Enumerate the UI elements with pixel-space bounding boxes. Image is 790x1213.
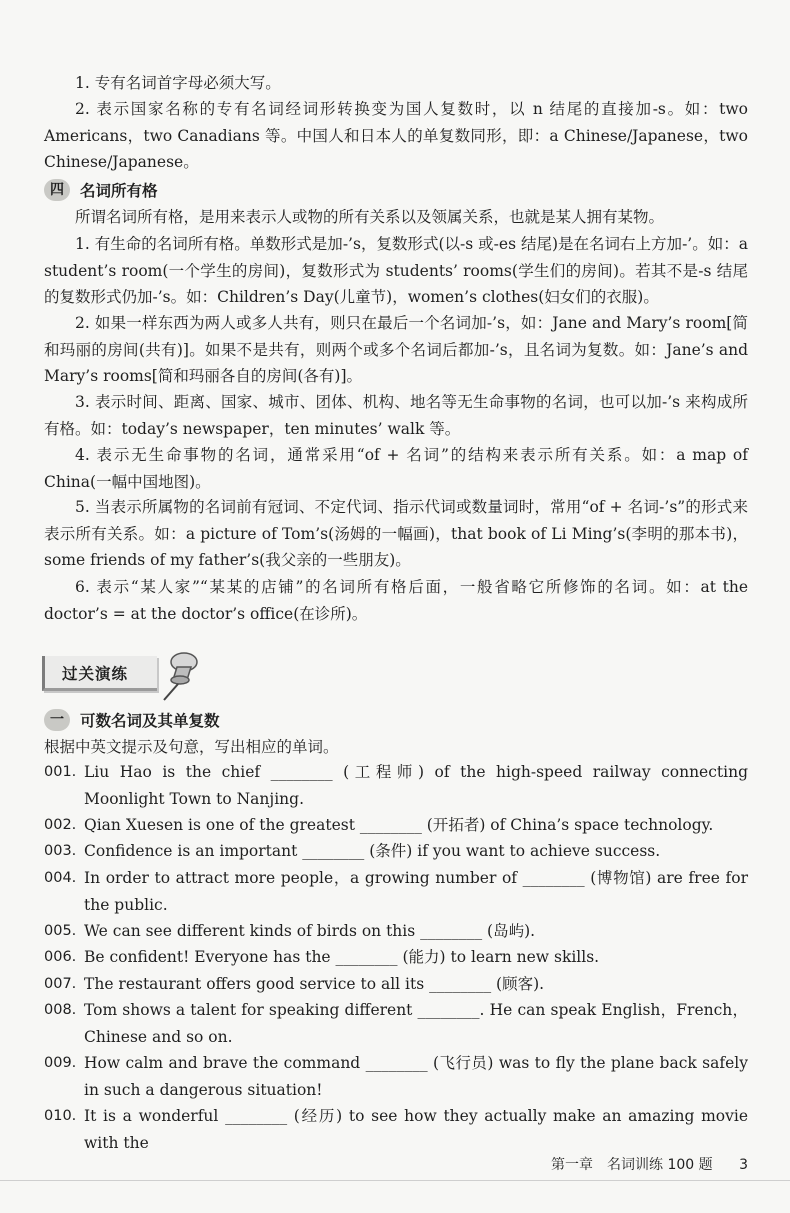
rule-paragraph: 3. 表示时间、距离、国家、城市、团体、机构、地名等无生命事物的名词，也可以加-’s 来构成所有格。如：today’s newspaper，ten minutes’ walk 等。 [44,393,748,438]
practice-instruction: 根据中英文提示及句意，写出相应的单词。 [44,738,339,756]
rule-paragraph: 6. 表示“某人家”“某某的店铺”的名词所有格后面，一般省略它所修饰的名词。如：at the doctor’s = at the doctor’s office(在诊所)。 [44,578,748,623]
question-item [44,1050,748,1104]
part-title: 可数名词及其单复数 [80,712,220,730]
question-item [44,971,748,998]
question-number: 005. [44,923,77,939]
question-item [44,812,748,839]
section-title: 名词所有格 [80,182,158,200]
rule-paragraph: 1. 专有名词首字母必须大写。 [75,74,281,92]
question-text[interactable]: Tom shows a talent for speaking different ________. He can speak English，French，Chinese and so on. [84,1001,748,1046]
pushpin-icon [158,650,202,702]
question-item [44,944,748,971]
question-text[interactable]: In order to attract more people，a growing number of ________ (博物馆) are free for the public. [84,869,748,914]
question-number: 002. [44,817,77,833]
question-number: 008. [44,1002,77,1018]
practice-banner [42,650,192,694]
question-text[interactable]: Liu Hao is the chief ________ (工程师) of the high-speed railway connecting Moonlight Town to Nanjing. [84,763,748,808]
page-number: 3 [739,1157,748,1173]
question-item [44,997,748,1051]
section-number-badge: 四 [44,179,70,201]
question-number: 009. [44,1055,77,1071]
question-item [44,759,748,813]
practice-part-heading [44,707,220,733]
question-text[interactable]: The restaurant offers good service to all its ________ (顾客). [84,975,545,993]
section-heading [44,177,158,203]
section-intro: 所谓名词所有格，是用来表示人或物的所有关系以及领属关系，也就是某人拥有某物。 [75,208,665,226]
question-text[interactable]: Qian Xuesen is one of the greatest ________ (开拓者) of China’s space technology. [84,816,714,834]
question-number: 004. [44,870,77,886]
question-number: 001. [44,764,77,780]
question-number: 003. [44,843,77,859]
question-item [44,838,748,865]
rule-paragraph: 2. 如果一样东西为两人或多人共有，则只在最后一个名词加-’s，如：Jane and Mary’s room[简和玛丽的房间(共有)]。如果不是共有，则两个或多个名词后都加-’s，且名词为复数。如：Jane’s and Mary’s rooms[简和玛丽各自的房间(各有)]。 [44,314,748,385]
question-item [44,918,748,945]
question-text[interactable]: Confidence is an important ________ (条件) if you want to achieve success. [84,842,661,860]
question-number: 007. [44,976,77,992]
chapter-label: 第一章 名词训练 100 题 [551,1157,713,1173]
question-text[interactable]: It is a wonderful ________ (经历) to see how they actually make an amazing movie with the [84,1107,748,1152]
rule-paragraph: 4. 表示无生命事物的名词，通常采用“of + 名词”的结构来表示所有关系。如：a map of China(一幅中国地图)。 [44,446,748,491]
rule-paragraph: 5. 当表示所属物的名词前有冠词、不定代词、指示代词或数量词时，常用“of + 名词-’s”的形式来表示所有关系。如：a picture of Tom’s(汤姆的一幅画)，that book of Li Ming’s(李明的那本书)，some friends of my father’s(我父亲的一些朋友)。 [44,498,748,569]
rule-paragraph: 2. 表示国家名称的专有名词经词形转换变为国人复数时，以 n 结尾的直接加-s。如：two Americans，two Canadians 等。中国人和日本人的单复数同形，即：a Chinese/Japanese，two Chinese/Japanese。 [44,100,748,171]
question-text[interactable]: We can see different kinds of birds on this ________ (岛屿). [84,922,536,940]
banner-label: 过关演练 [62,665,129,683]
part-number-badge: 一 [44,709,70,731]
question-text[interactable]: Be confident! Everyone has the ________ (能力) to learn new skills. [84,948,600,966]
question-item [44,865,748,919]
rule-paragraph: 1. 有生命的名词所有格。单数形式是加-’s，复数形式(以-s 或-es 结尾)是在名词右上方加-’。如：a student’s room(一个学生的房间)，复数形式为 students’ rooms(学生们的房间)。若其不是-s 结尾的复数形式仍加-’s。如：Children’s Day(儿童节)，women’s clothes(妇女们的衣服)。 [44,235,748,306]
question-number: 006. [44,949,77,965]
question-text[interactable]: How calm and brave the command ________ (飞行员) was to fly the plane back safely in such a dangerous situation! [84,1054,748,1099]
question-item [44,1103,748,1152]
page-footer [551,1154,748,1174]
footer-divider [0,1180,790,1181]
question-number: 010. [44,1108,77,1124]
